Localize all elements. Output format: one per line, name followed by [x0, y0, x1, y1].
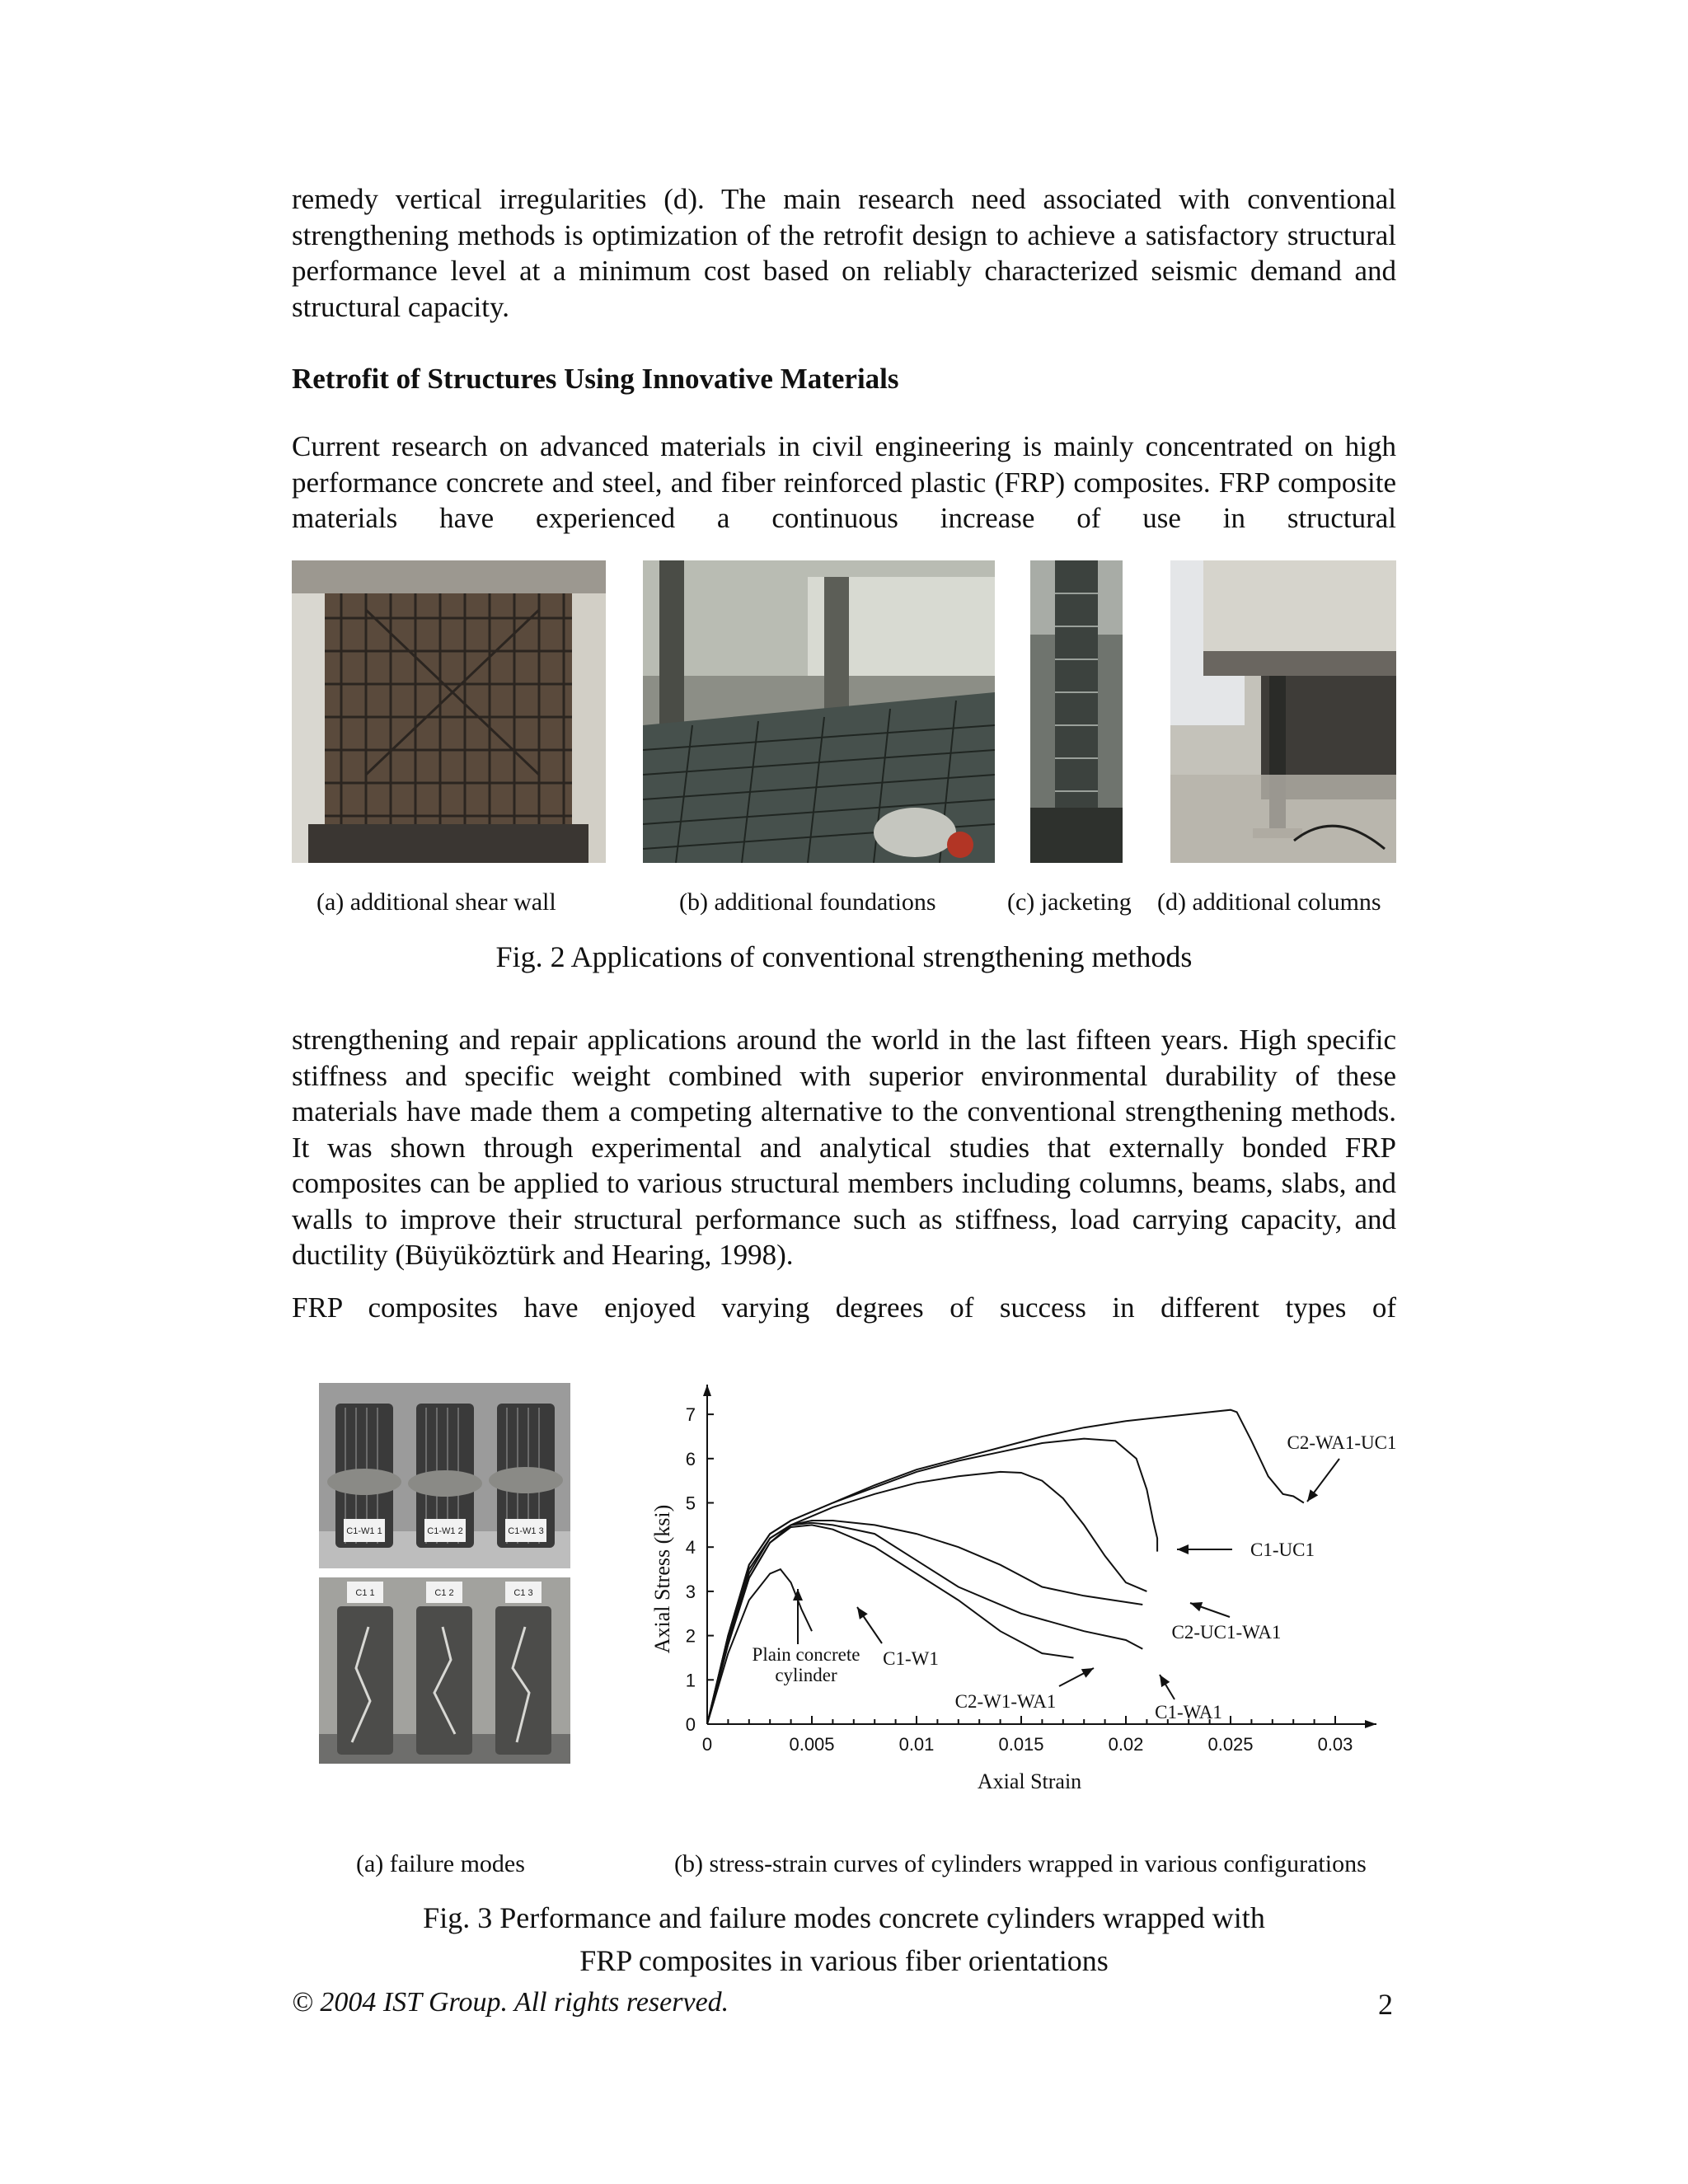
fig3-title-line2: FRP composites in various fiber orientations: [579, 1944, 1109, 1977]
curve-c1-wa1: [707, 1521, 1142, 1724]
arrow-c1-wa1-head: [1160, 1675, 1170, 1687]
photo-failure-modes-bottom: [319, 1577, 570, 1764]
x-tick-label: 0: [701, 1734, 713, 1755]
section-heading: Retrofit of Structures Using Innovative Materials: [292, 363, 899, 395]
paragraph-1: remedy vertical irregularities (d). The main research need associated with conventional strengthening methods is optimization of the retrofit design to achieve a satisfactory structural performance level at a minimum cost based on reliably characterized seismic demand and structural capacity.: [292, 183, 1396, 323]
paragraph-2: Current research on advanced materials in civil engineering is mainly concentrated on high performance concrete and steel, and fiber reinforced plastic (FRP) composites. FRP composite materials have experienced a continuous increase of use in structural: [292, 430, 1396, 534]
x-tick-label: 0.02: [1108, 1734, 1144, 1755]
arrow-c1-uc1-head: [1177, 1544, 1189, 1554]
y-axis-arrow: [703, 1385, 711, 1396]
x-tick-label: 0.005: [789, 1734, 835, 1755]
arrow-c2-wa1-uc1-head: [1307, 1489, 1318, 1502]
photo-additional-shear-wall: [292, 560, 606, 863]
y-tick-label: 6: [685, 1448, 696, 1469]
arrow-c1-w1-head: [857, 1607, 868, 1619]
x-axis-arrow: [1365, 1720, 1376, 1728]
stress-strain-chart: [643, 1368, 1418, 1830]
fig2-caption-d: (d) additional columns: [1157, 888, 1381, 916]
y-axis-label: Axial Stress (ksi): [650, 1504, 674, 1654]
photo-label-top-1: C1-W1 1: [346, 1526, 382, 1536]
y-tick-label: 7: [685, 1404, 696, 1426]
annotation-c2-wa1-uc1: C2-WA1-UC1: [1287, 1432, 1397, 1453]
y-tick-label: 4: [685, 1537, 696, 1558]
annotation-c1-uc1: C1-UC1: [1250, 1540, 1315, 1560]
photo-label-bottom-1: C1 1: [355, 1588, 375, 1598]
photo-failure-modes-top: [319, 1383, 570, 1568]
curve-c2-uc1-wa1: [707, 1472, 1146, 1724]
x-axis-label: Axial Strain: [977, 1769, 1082, 1793]
paragraph-3: strengthening and repair applications around the world in the last fifteen years. High specific stiffness and specific weight combined with superior environmental durability of these materials have made them a competing alternative to the conventional strengthening methods. It was shown through experimental and analytical studies that externally bonded FRP composites can be applied to various structural members including columns, beams, slabs, and walls to improve their structural performance such as stiffness, load carrying capacity, and ductility (Büyüköztürk and Hearing, 1998).: [292, 1024, 1396, 1271]
fig2-caption-b: (b) additional foundations: [679, 888, 936, 916]
curve-c2-w1-wa1: [707, 1523, 1142, 1724]
photo-label-top-3: C1-W1 3: [508, 1526, 544, 1536]
x-tick-label: 0.03: [1317, 1734, 1353, 1755]
photo-label-bottom-2: C1 2: [434, 1588, 454, 1598]
photo-additional-foundations: [643, 560, 995, 863]
annotation-c1-w1: C1-W1: [883, 1648, 939, 1669]
fig2-caption-c: (c) jacketing: [1007, 888, 1132, 916]
fig3-caption-b: (b) stress-strain curves of cylinders wrapped in various configurations: [674, 1850, 1367, 1877]
arrow-c2-uc1-wa1-head: [1190, 1602, 1203, 1611]
fig3-title-line1: Fig. 3 Performance and failure modes concrete cylinders wrapped with: [423, 1901, 1265, 1934]
y-tick-label: 0: [685, 1714, 696, 1735]
annotation-c2-uc1-wa1: C2-UC1-WA1: [1171, 1622, 1282, 1643]
photo-additional-columns: [1170, 560, 1396, 863]
page-number: 2: [1378, 1988, 1393, 2021]
fig3-caption-a: (a) failure modes: [356, 1850, 525, 1877]
y-tick-label: 2: [685, 1625, 696, 1647]
x-tick-label: 0.015: [998, 1734, 1044, 1755]
fig2-title: Fig. 2 Applications of conventional strengthening methods: [495, 940, 1193, 973]
x-tick-label: 0.025: [1207, 1734, 1254, 1755]
y-tick-label: 5: [685, 1493, 696, 1514]
annotation-cylinder: cylinder: [775, 1665, 837, 1685]
photo-jacketing: [1030, 560, 1123, 863]
y-tick-label: 1: [685, 1670, 696, 1691]
copyright-footer: © 2004 IST Group. All rights reserved.: [292, 1987, 729, 2018]
paragraph-4: FRP composites have enjoyed varying degrees of success in different types of: [292, 1291, 1396, 1324]
x-tick-label: 0.01: [898, 1734, 935, 1755]
annotation-c2-w1-wa1: C2-W1-WA1: [954, 1691, 1057, 1712]
photo-label-top-2: C1-W1 2: [427, 1526, 463, 1536]
fig2-caption-a: (a) additional shear wall: [316, 888, 556, 916]
annotation-c1-wa1: C1-WA1: [1155, 1702, 1222, 1722]
photo-label-bottom-3: C1 3: [513, 1588, 533, 1598]
annotation-plain-concrete: Plain concrete: [752, 1644, 860, 1665]
y-tick-label: 3: [685, 1581, 696, 1602]
